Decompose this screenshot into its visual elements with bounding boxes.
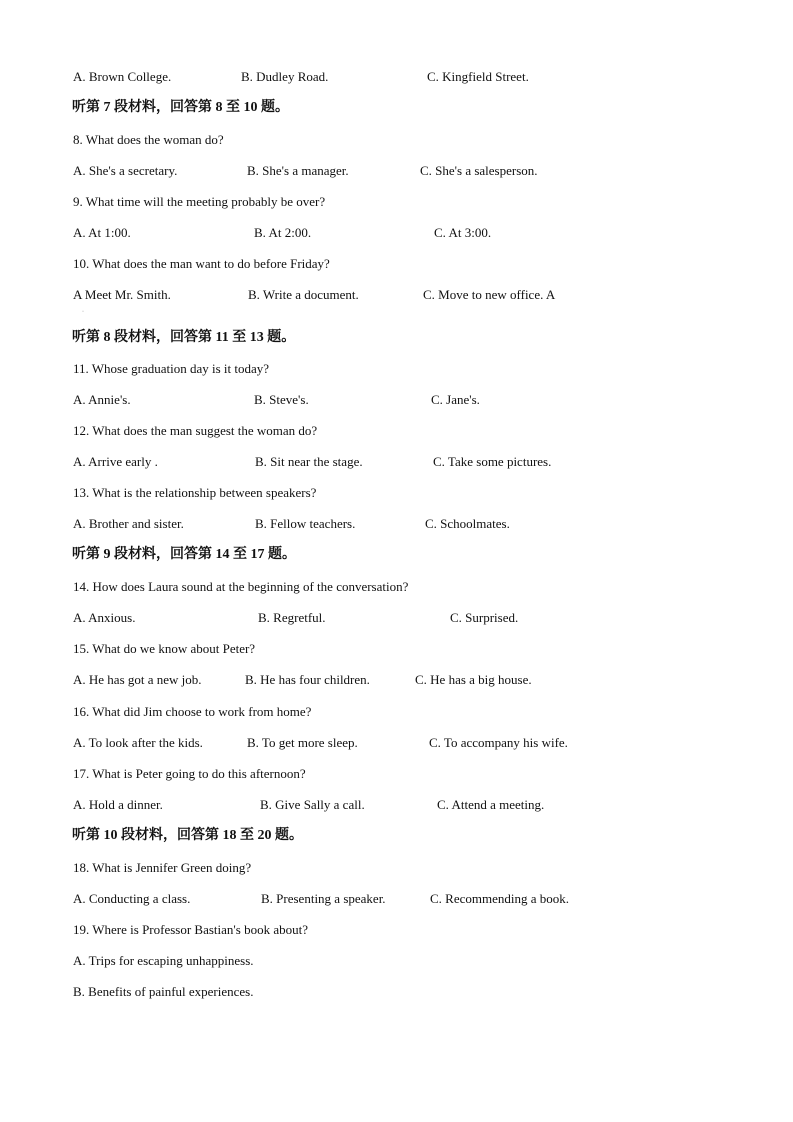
question-text: 9. What time will the meeting probably be over? xyxy=(73,194,326,209)
question-text: 19. Where is Professor Bastian's book about? xyxy=(73,922,308,937)
question-text: 8. What does the woman do? xyxy=(73,132,224,147)
question-text: 12. What does the man suggest the woman do? xyxy=(73,423,318,438)
option-c: C. Take some pictures. xyxy=(433,454,552,469)
question-text: B. Benefits of painful experiences. xyxy=(73,984,254,999)
option-a: A. He has got a new job. xyxy=(73,672,202,687)
option-c: C. To accompany his wife. xyxy=(429,735,568,750)
option-b: B. Steve's. xyxy=(254,392,309,407)
option-a: A. At 1:00. xyxy=(73,225,131,240)
option-a: A Meet Mr. Smith. xyxy=(73,287,171,302)
option-a: A. To look after the kids. xyxy=(73,735,203,750)
option-a: A. Anxious. xyxy=(73,610,136,625)
option-a: A. Brown College. xyxy=(73,69,172,84)
option-b: B. Write a document. xyxy=(248,287,359,302)
option-a: A. Arrive early . xyxy=(73,454,158,469)
option-b: B. At 2:00. xyxy=(254,225,312,240)
option-c: C. She's a salesperson. xyxy=(420,163,538,178)
option-c: C. Recommending a book. xyxy=(430,891,570,906)
option-b: B. Regretful. xyxy=(258,610,326,625)
option-b: B. Dudley Road. xyxy=(241,69,329,84)
option-c: C. He has a big house. xyxy=(415,672,532,687)
option-c: C. Kingfield Street. xyxy=(427,69,529,84)
question-text: 16. What did Jim choose to work from home? xyxy=(73,704,312,719)
question-text: A. Trips for escaping unhappiness. xyxy=(73,953,254,968)
question-text: 10. What does the man want to do before Friday? xyxy=(73,256,330,271)
option-c: C. At 3:00. xyxy=(434,225,492,240)
option-a: A. Brother and sister. xyxy=(73,516,184,531)
section-heading: 听第 7 段材料，回答第 8 至 10 题。 xyxy=(72,100,289,115)
option-a: A. Hold a dinner. xyxy=(73,797,163,812)
question-text: 15. What do we know about Peter? xyxy=(73,641,256,656)
option-b: B. Give Sally a call. xyxy=(260,797,365,812)
option-a: A. Annie's. xyxy=(73,392,131,407)
question-text: 18. What is Jennifer Green doing? xyxy=(73,860,252,875)
option-b: B. She's a manager. xyxy=(247,163,349,178)
option-b: B. Fellow teachers. xyxy=(255,516,356,531)
section-heading: 听第 9 段材料，回答第 14 至 17 题。 xyxy=(72,547,296,562)
question-text: 14. How does Laura sound at the beginning of the conversation? xyxy=(73,579,409,594)
option-a: A. She's a secretary. xyxy=(73,163,178,178)
option-c: C. Surprised. xyxy=(450,610,519,625)
question-text: 13. What is the relationship between speakers? xyxy=(73,485,317,500)
stray-mark: · xyxy=(82,309,84,315)
section-heading: 听第 8 段材料，回答第 11 至 13 题。 xyxy=(72,330,296,345)
option-b: B. To get more sleep. xyxy=(247,735,358,750)
option-b: B. He has four children. xyxy=(245,672,370,687)
option-c: C. Attend a meeting. xyxy=(437,797,545,812)
option-a: A. Conducting a class. xyxy=(73,891,191,906)
option-b: B. Presenting a speaker. xyxy=(261,891,386,906)
question-text: 11. Whose graduation day is it today? xyxy=(73,361,270,376)
option-b: B. Sit near the stage. xyxy=(255,454,363,469)
option-c: C. Jane's. xyxy=(431,392,480,407)
option-c: C. Move to new office. A xyxy=(423,287,556,302)
question-text: 17. What is Peter going to do this afternoon? xyxy=(73,766,306,781)
section-heading: 听第 10 段材料，回答第 18 至 20 题。 xyxy=(72,828,303,843)
option-c: C. Schoolmates. xyxy=(425,516,510,531)
